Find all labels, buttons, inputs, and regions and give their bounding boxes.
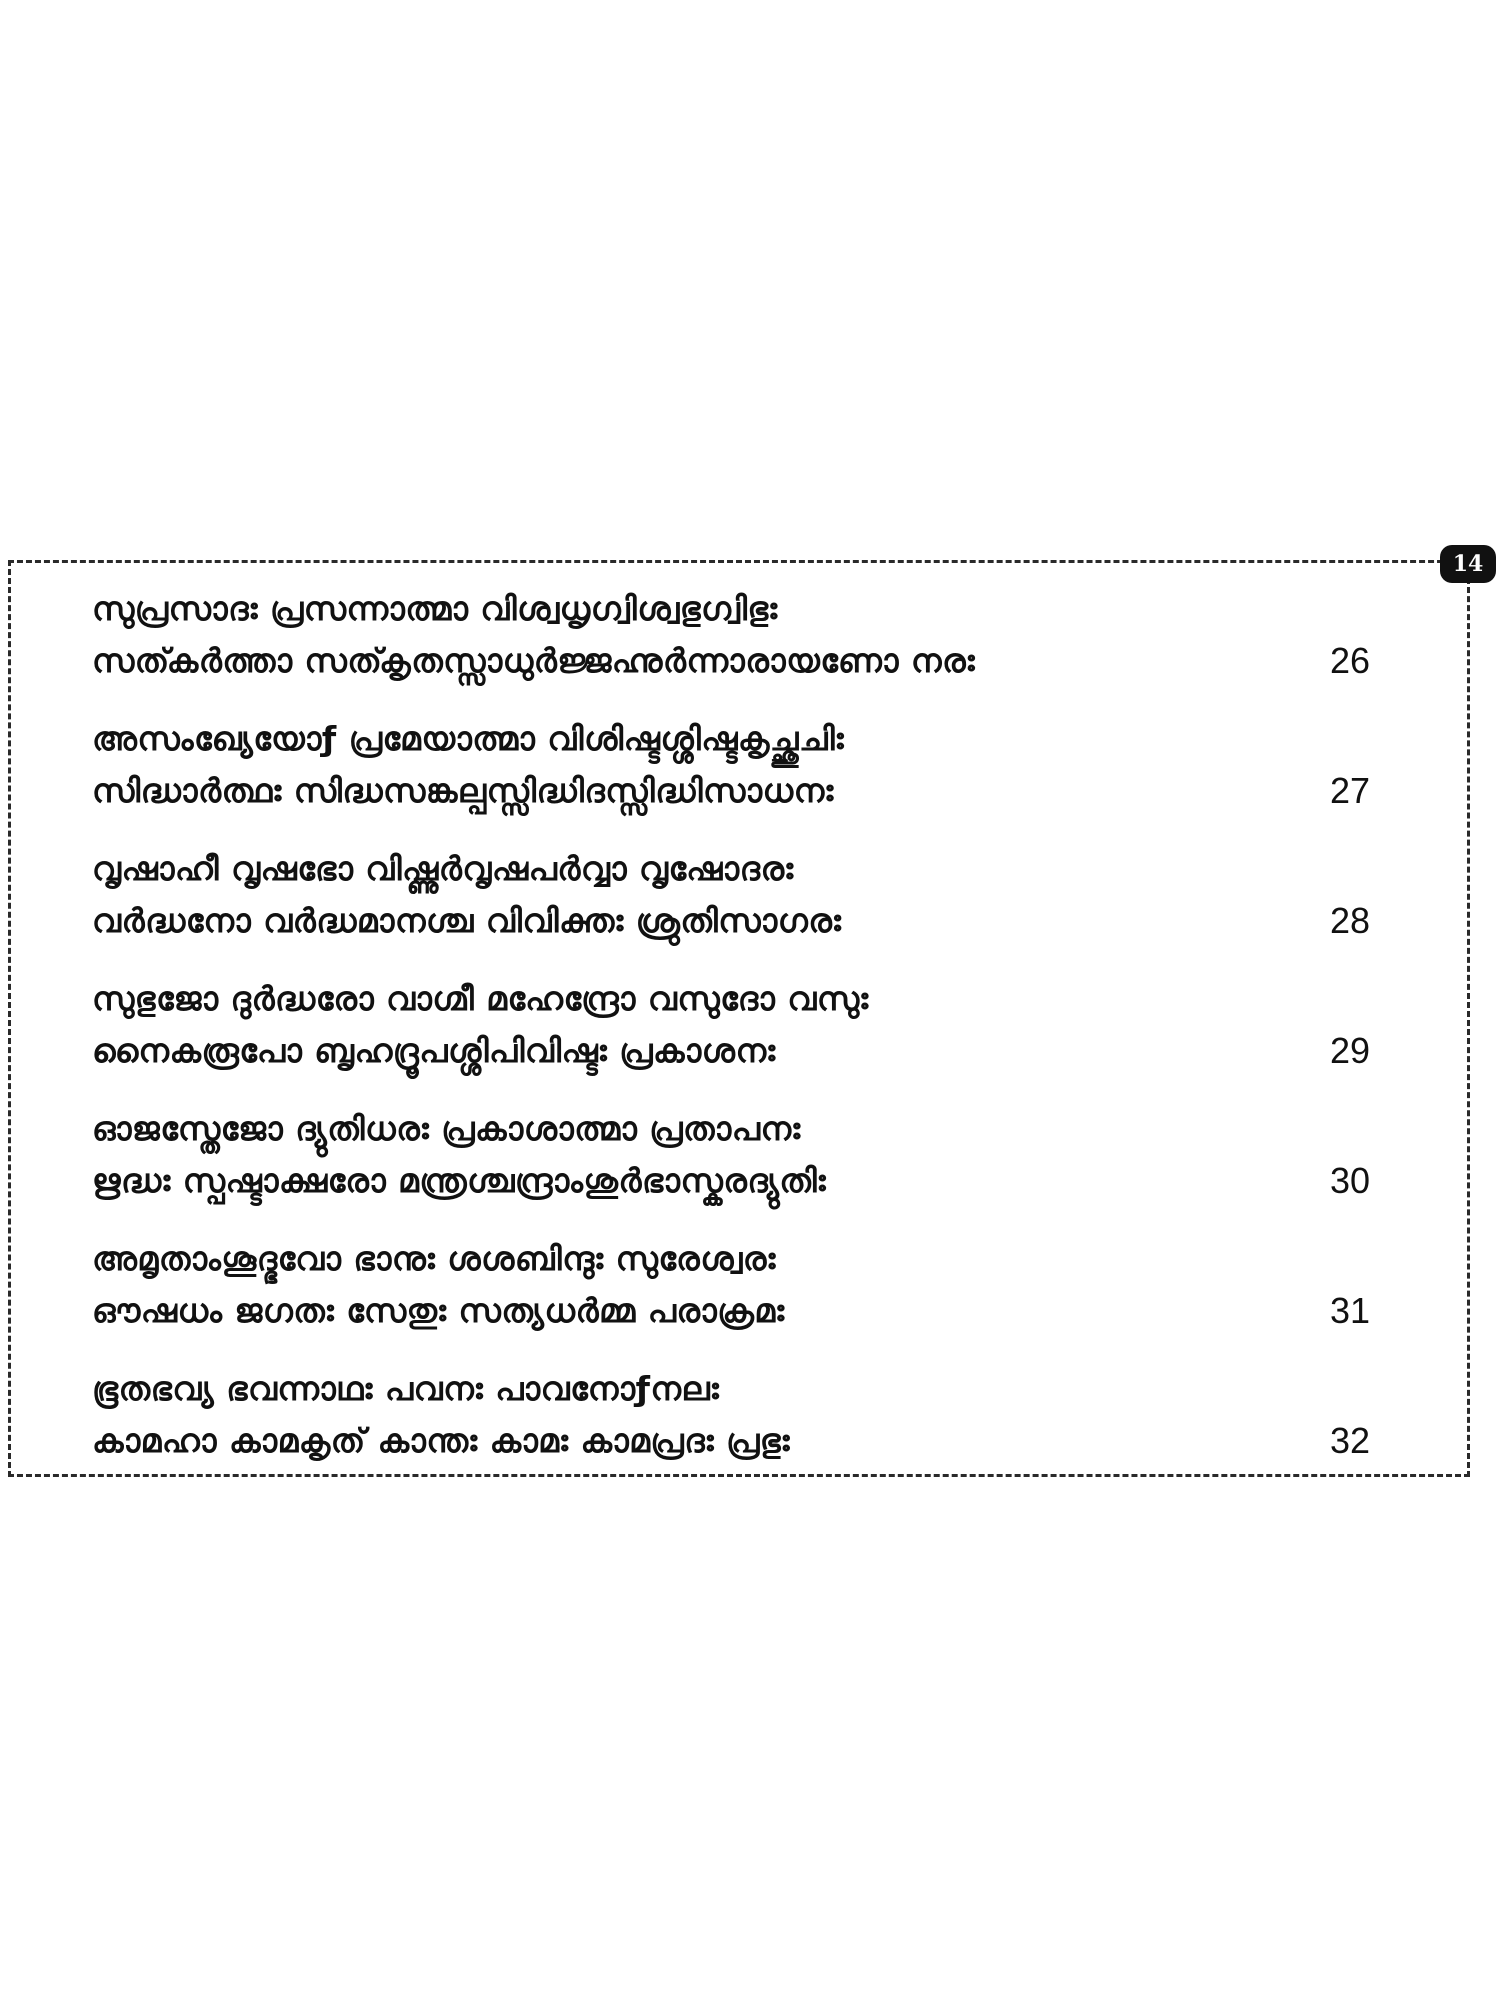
verse-line: ഔഷധം ജഗതഃ സേതുഃ സത്യധർമ്മ പരാക്രമഃ <box>92 1291 785 1330</box>
verse-line: സുഭുജോ ദുർദ്ധരോ വാഗ്മീ മഹേന്ദ്രോ വസുദോ വസുഃ <box>92 979 869 1018</box>
page-number-badge: 14 <box>1440 545 1496 583</box>
verse-28 <box>92 845 1392 975</box>
verse-line: കാമഹാ കാമകൃത് കാന്തഃ കാമഃ കാമപ്രദഃ പ്രഭുഃ <box>92 1421 791 1460</box>
verse-line: സത്കർത്താ സത്കൃതസ്സാധുർജ്ജഹ്നുർന്നാരായണോ നരഃ <box>92 641 976 680</box>
verse-line: അസംഖ്യേയോƒ പ്രമേയാത്മാ വിശിഷ്ടശ്ശിഷ്ടകൃച്ഛുചിഃ <box>92 719 845 758</box>
verse-31 <box>92 1235 1392 1365</box>
verse-line: നൈകരൂപോ ബൃഹദ്രൂപശ്ശിപിവിഷ്ടഃ പ്രകാശനഃ <box>92 1031 776 1070</box>
verse-line: വൃഷാഹീ വൃഷഭോ വിഷ്ണുർവൃഷപർവ്വാ വൃഷോദരഃ <box>92 849 794 888</box>
verse-line: അമൃതാംശൂദ്ഭവോ ഭാനുഃ ശശബിന്ദുഃ സുരേശ്വരഃ <box>92 1239 776 1278</box>
verse-26 <box>92 585 1392 715</box>
verse-line: സിദ്ധാർത്ഥഃ സിദ്ധസങ്കല്പസ്സിദ്ധിദസ്സിദ്ധിസാധനഃ <box>92 771 834 810</box>
verse-number: 30 <box>1329 1160 1370 1201</box>
verse-27 <box>92 715 1392 845</box>
verse-number: 32 <box>1329 1420 1370 1461</box>
verse-32 <box>92 1365 1392 1495</box>
verse-number: 26 <box>1329 640 1370 681</box>
verse-number: 28 <box>1329 900 1370 941</box>
verse-29 <box>92 975 1392 1105</box>
verse-30 <box>92 1105 1392 1235</box>
verse-number: 31 <box>1329 1290 1370 1331</box>
verse-number: 27 <box>1329 770 1370 811</box>
verse-line: ഋദ്ധഃ സ്പഷ്ടാക്ഷരോ മന്ത്രശ്ചന്ദ്രാംശുർഭാസ്കരദ്യുതിഃ <box>92 1161 827 1200</box>
verse-line: വർദ്ധനോ വർദ്ധമാനശ്ച വിവിക്തഃ ശ്രുതിസാഗരഃ <box>92 901 842 940</box>
verse-line: ഭൂതഭവ്യ ഭവന്നാഥഃ പവനഃ പാവനോƒനലഃ <box>92 1369 720 1408</box>
verse-line: സുപ്രസാദഃ പ്രസന്നാത്മാ വിശ്വധൃഗ്വിശ്വഭുഗ്വിഭുഃ <box>92 589 778 628</box>
verse-line: ഓജസ്തേജോ ദ്യുതിധരഃ പ്രകാശാത്മാ പ്രതാപനഃ <box>92 1109 801 1148</box>
verse-number: 29 <box>1329 1030 1370 1071</box>
verse-list <box>92 585 1392 1495</box>
